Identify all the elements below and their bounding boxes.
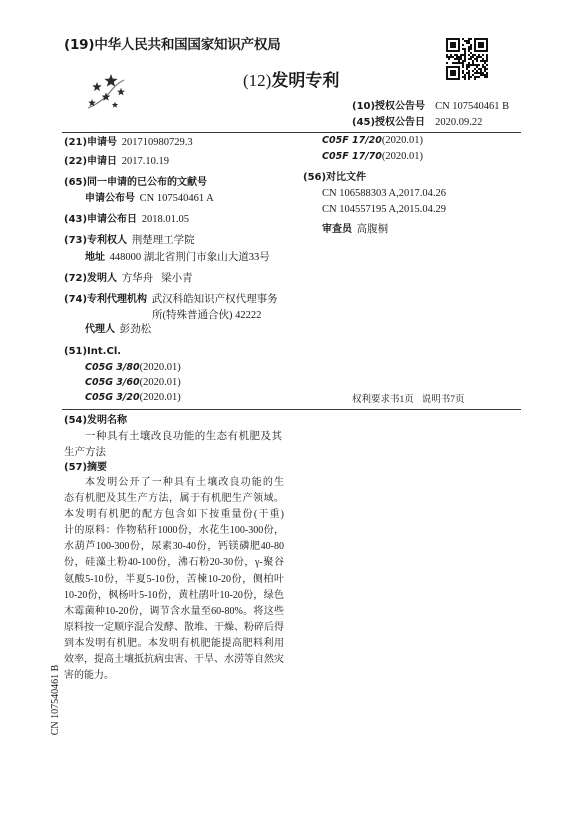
qr-module [468, 70, 470, 72]
qr-module [484, 76, 486, 78]
qr-module [472, 74, 474, 76]
document-kind-code: (12) [243, 71, 272, 90]
qr-module [478, 76, 480, 78]
earlier-publication-date: 2018.01.05 [141, 214, 189, 225]
qr-module [460, 54, 462, 56]
qr-module [446, 56, 448, 58]
abstract-line: 份，硅藻土粉40-100份，沸石粉20-30份，γ-聚谷 [64, 557, 284, 569]
earlier-publication-date-row [64, 214, 189, 226]
qr-module [486, 56, 488, 58]
citation-item: CN 106588303 A,2017.04.26 [322, 188, 446, 199]
qr-module [480, 68, 482, 70]
ipc-class-row [85, 362, 181, 374]
qr-module [456, 62, 458, 64]
qr-module [476, 58, 478, 60]
section-divider [62, 409, 521, 410]
agent-row [85, 324, 151, 336]
qr-module [486, 64, 488, 66]
qr-module [452, 62, 454, 64]
qr-module [486, 74, 488, 76]
qr-module [470, 38, 472, 40]
invention-title-line: 一种具有土壤改良功能的生态有机肥及其 [85, 431, 282, 442]
qr-module [464, 56, 466, 58]
qr-module [468, 72, 470, 74]
qr-module [460, 58, 462, 60]
qr-module [482, 60, 484, 62]
abstract-line: 10-20份，枫杨叶5-10份，黄杜鹃叶10-20份，绿色 [64, 589, 284, 601]
qr-module [468, 78, 470, 80]
qr-module [468, 42, 470, 44]
abstract-line: 到本发明有机肥。本发明有机肥能提高肥料利用 [64, 637, 284, 649]
logo-star [112, 102, 118, 108]
qr-module [484, 70, 486, 72]
address-label: 地址 [85, 252, 105, 263]
qr-module [466, 42, 468, 44]
earlier-publication-number: CN 107540461 A [139, 193, 214, 204]
ipc-class-row [322, 135, 423, 147]
qr-module [482, 58, 484, 60]
abstract-line: 氨酸5-10份，半夏5-10份，苦楝10-20份，侧柏叶 [64, 573, 284, 585]
qr-module [458, 58, 460, 60]
ipc-class-row [322, 151, 423, 163]
qr-module [462, 54, 464, 56]
qr-module [466, 64, 468, 66]
header-divider [62, 132, 521, 133]
qr-module [468, 48, 470, 50]
abstract-line: 本发明有机肥的配方包含如下按重量份(干重) [64, 509, 284, 521]
inventor-name: 梁小青 [161, 273, 193, 284]
qr-module [474, 64, 476, 66]
patentee-row [64, 235, 195, 247]
invention-title-line: 生产方法 [64, 447, 106, 458]
ipc-version: (2020.01) [381, 135, 424, 146]
qr-module [470, 56, 472, 58]
inventor-name: 方华舟 [121, 273, 154, 284]
logo-star [92, 82, 102, 91]
qr-module [460, 56, 462, 58]
qr-module [478, 72, 480, 74]
qr-module [462, 60, 464, 62]
logo-star [104, 74, 117, 87]
grant-number-label: (10)授权公告号 [352, 101, 426, 112]
agency-label: (74)专利代理机构 [64, 294, 148, 305]
qr-module [446, 62, 448, 64]
cnipa-logo-icon [84, 72, 128, 114]
qr-module [466, 72, 468, 74]
ipc-code: C05F 17/20 [322, 135, 382, 146]
grant-date: 2020.09.22 [435, 117, 483, 128]
qr-module [446, 54, 448, 56]
qr-module [486, 72, 488, 74]
qr-module [478, 68, 480, 70]
qr-module [476, 64, 478, 66]
qr-module [464, 54, 466, 56]
qr-module [478, 42, 484, 48]
qr-module [480, 70, 482, 72]
qr-module [474, 58, 476, 60]
qr-module [466, 66, 468, 68]
qr-module [470, 52, 472, 54]
qr-module [470, 58, 472, 60]
qr-module [486, 60, 488, 62]
patentee: 荆楚理工学院 [131, 235, 195, 246]
qr-module [464, 76, 466, 78]
qr-module [480, 60, 482, 62]
qr-module [486, 54, 488, 56]
qr-module [474, 54, 476, 56]
qr-module [472, 54, 474, 56]
qr-module [462, 64, 464, 66]
qr-module [482, 74, 484, 76]
abstract-label-row [64, 462, 107, 474]
qr-module [472, 60, 474, 62]
qr-module [464, 78, 466, 80]
qr-module [458, 60, 460, 62]
qr-module [476, 72, 478, 74]
abstract-line: 计的原料：作物秸秆1000份，水花生100-300份， [64, 525, 284, 537]
qr-module [472, 62, 474, 64]
qr-module [466, 68, 468, 70]
qr-module [476, 76, 478, 78]
qr-module [458, 62, 460, 64]
agent-label: 代理人 [85, 324, 115, 335]
qr-module [482, 72, 484, 74]
qr-module [462, 76, 464, 78]
grant-date-row [352, 117, 482, 129]
qr-module [472, 64, 474, 66]
qr-module [476, 66, 478, 68]
earlier-publication-row [64, 177, 207, 189]
earlier-publication-date-label: (43)申请公布日 [64, 214, 138, 225]
citations-label: (56)对比文件 [303, 172, 367, 183]
qr-module [464, 74, 466, 76]
agency-name-line2: 所(特殊普通合伙) 42222 [152, 310, 262, 321]
claims-page-count: 权利要求书1页 [352, 395, 414, 405]
logo-star [117, 88, 125, 96]
description-page-count: 说明书7页 [421, 395, 465, 405]
qr-module [462, 66, 464, 68]
earlier-publication-number-label: 申请公布号 [85, 193, 135, 204]
qr-module [464, 60, 466, 62]
qr-module [486, 76, 488, 78]
qr-module [464, 40, 466, 42]
qr-module [486, 68, 488, 70]
qr-module [450, 54, 452, 56]
qr-module [476, 60, 478, 62]
application-number-label: (21)申请号 [64, 137, 118, 148]
qr-module [450, 42, 456, 48]
issuing-office: (19)中华人民共和国国家知识产权局 [64, 37, 281, 53]
qr-module [470, 76, 472, 78]
qr-module [468, 40, 470, 42]
qr-module [468, 76, 470, 78]
qr-module [480, 72, 482, 74]
qr-module [480, 74, 482, 76]
qr-module [456, 54, 458, 56]
qr-module [484, 74, 486, 76]
abstract-line: 木霉菌种10-20份，调节含水量至60-80%。将这些 [64, 605, 284, 617]
title-label: (54)发明名称 [64, 415, 128, 426]
qr-module [466, 40, 468, 42]
ipc-class-row [85, 392, 181, 404]
abstract-line: 本发明公开了一种具有土壤改良功能的生 [85, 477, 284, 488]
qr-module [478, 54, 480, 56]
document-kind [243, 71, 339, 91]
qr-module [450, 56, 452, 58]
qr-module [468, 64, 470, 66]
earlier-publication-label: (65)同一申请的已公布的文献号 [64, 177, 208, 188]
qr-module [484, 60, 486, 62]
examiner-name: 高腹桐 [356, 224, 389, 235]
qr-module [468, 58, 470, 60]
qr-module [478, 64, 480, 66]
qr-module [468, 46, 470, 48]
qr-module [482, 66, 484, 68]
qr-module [480, 56, 482, 58]
ipc-code: C05F 17/70 [322, 151, 382, 162]
qr-module [456, 56, 458, 58]
abstract-line: 态有机肥及其生产方法，属于有机肥生产领域。 [64, 493, 284, 505]
qr-module [484, 68, 486, 70]
ipc-class-row [85, 377, 181, 389]
qr-module [474, 72, 476, 74]
qr-module [484, 62, 486, 64]
application-number: 201710980729.3 [121, 137, 193, 148]
address: 448000 湖北省荆门市象山大道33号 [109, 252, 270, 263]
qr-module [476, 70, 478, 72]
earlier-publication-number-row [85, 193, 214, 205]
qr-module [464, 52, 466, 54]
qr-module [468, 62, 470, 64]
abstract-line: 害的能力。 [64, 670, 114, 682]
qr-module [474, 78, 476, 80]
examiner-label: 审查员 [322, 224, 352, 235]
ipc-code: C05G 3/20 [85, 392, 140, 403]
abstract-line: 效率，提高土壤抵抗病虫害、干旱、水涝等自然灾 [64, 654, 284, 666]
qr-module [470, 64, 472, 66]
grant-date-label: (45)授权公告日 [352, 117, 426, 128]
qr-module [464, 48, 466, 50]
qr-module [462, 38, 464, 40]
filing-date-label: (22)申请日 [64, 156, 118, 167]
patentee-label: (73)专利权人 [64, 235, 128, 246]
abstract-body [64, 475, 284, 684]
qr-module [464, 50, 466, 52]
qr-module [472, 70, 474, 72]
ipc-code: C05G 3/60 [85, 377, 140, 388]
qr-module [476, 56, 478, 58]
qr-module [478, 56, 480, 58]
agency-row [64, 294, 278, 306]
inventors-row [64, 273, 193, 285]
examiner-row [322, 224, 388, 236]
qr-module [484, 66, 486, 68]
ipc-version: (2020.01) [139, 377, 181, 388]
qr-module [462, 70, 464, 72]
grant-number: CN 107540461 B [435, 101, 510, 112]
qr-module [474, 76, 476, 78]
ipc-version: (2020.01) [381, 151, 424, 162]
filing-date: 2017.10.19 [121, 156, 169, 167]
qr-module [454, 54, 456, 56]
qr-module [482, 64, 484, 66]
qr-module [462, 48, 464, 50]
qr-module [470, 44, 472, 46]
qr-module [462, 62, 464, 64]
side-publication-number: CN 107540461 B [50, 664, 61, 736]
qr-module [468, 54, 470, 56]
qr-module [486, 58, 488, 60]
qr-module [468, 38, 470, 40]
citations-label-row [303, 172, 366, 184]
qr-module [468, 50, 470, 52]
document-kind-label: 发明专利 [271, 71, 340, 91]
title-label-row [64, 415, 127, 427]
inventors-label: (72)发明人 [64, 273, 118, 284]
page-counts [352, 394, 465, 406]
qr-module [454, 62, 456, 64]
qr-module [448, 56, 450, 58]
qr-module [462, 44, 464, 46]
patentee-address-row [85, 252, 270, 264]
qr-module [470, 46, 472, 48]
qr-module [460, 62, 462, 64]
ipc-version: (2020.01) [139, 392, 181, 403]
qr-module [474, 68, 476, 70]
qr-module [472, 56, 474, 58]
qr-module [454, 58, 456, 60]
ipc-label-row [64, 346, 121, 358]
qr-module [464, 58, 466, 60]
ipc-version: (2020.01) [139, 362, 181, 373]
qr-module [468, 66, 470, 68]
qr-module [462, 72, 464, 74]
grant-number-row [352, 101, 509, 113]
qr-module [482, 54, 484, 56]
ipc-code: C05G 3/80 [85, 362, 140, 373]
qr-code-icon [446, 38, 488, 80]
agent-name: 彭劲松 [119, 324, 152, 335]
qr-module [458, 56, 460, 58]
filing-date-row [64, 156, 169, 168]
abstract-line: 原料按一定顺序混合发酵、散堆、干燥、粉碎后得 [64, 621, 284, 633]
abstract-label: (57)摘要 [64, 462, 108, 473]
application-number-row [64, 137, 193, 149]
qr-module [448, 58, 450, 60]
qr-module [468, 74, 470, 76]
ipc-label: (51)Int.Cl. [64, 346, 122, 357]
abstract-line: 水葫芦100-300份，尿素30-40份，钙镁磷肥40-80 [64, 541, 284, 553]
qr-module [456, 58, 458, 60]
qr-module [470, 48, 472, 50]
citation-item: CN 104557195 A,2015.04.29 [322, 204, 446, 215]
qr-module [452, 56, 454, 58]
qr-module [450, 70, 456, 76]
agency-name-line1: 武汉科皓知识产权代理事务 [151, 294, 278, 305]
